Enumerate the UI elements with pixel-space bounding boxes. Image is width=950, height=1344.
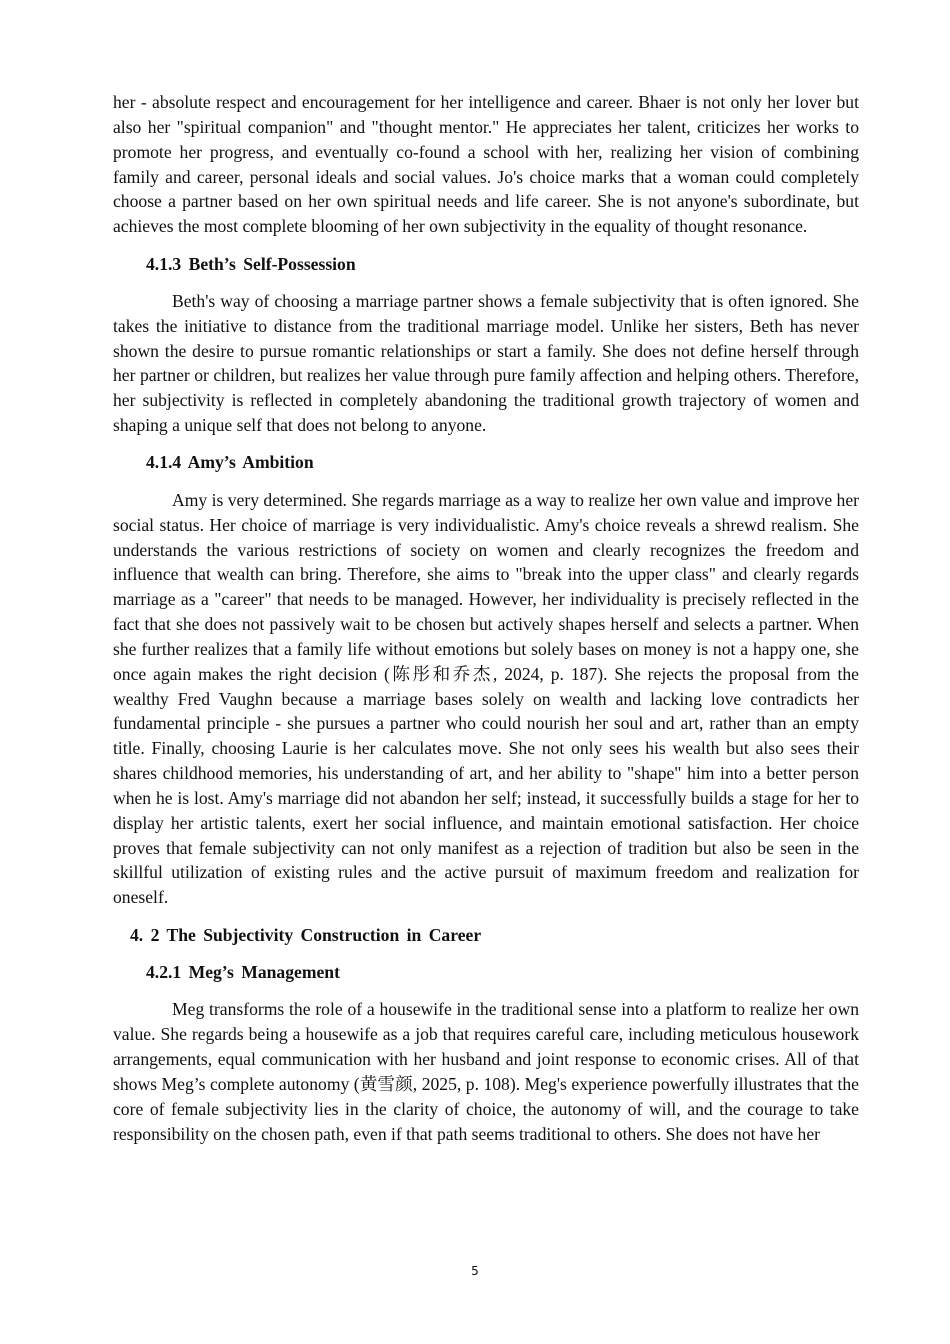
section-heading-4-2: 4. 2 The Subjectivity Construction in Career xyxy=(130,924,482,945)
document-page xyxy=(113,90,859,1146)
page-number: 5 xyxy=(471,1264,479,1278)
paragraph-jo-bhaer: her - absolute respect and encouragement for her intelligence and career. Bhaer is not only her lover but also her "spiritual companion" and "thought mentor." He appreciates her talent, criticizes her works to promote her progress, and eventually co-found a school with her, realizing her vision of combining family and career, personal ideals and social values. Jo's choice marks that a woman could completely choose a partner based on her own spiritual needs and life career. She is not anyone's subordinate, but achieves the most complete blooming of her own subjectivity in the equality of thought resonance. xyxy=(113,92,859,237)
section-heading-4-1-4: 4.1.4 Amy’s Ambition xyxy=(146,452,314,473)
paragraph-meg: Meg transforms the role of a housewife in the traditional sense into a platform to realize her own value. She regards being a housewife as a job that requires careful care, including meticulous housework arrangements, equal communication with her husband and joint response to economic crises. All of that shows Meg’s complete autonomy (黄雪颜, 2025, p. 108). Meg's experience powerfully illustrates that the core of female subjectivity lies in the clarity of choice, the autonomy of will, and the courage to take responsibility on the chosen path, even if that path seems traditional to others. She does not have her xyxy=(113,999,859,1144)
paragraph-amy: Amy is very determined. She regards marriage as a way to realize her own value and improve her social status. Her choice of marriage is very individualistic. Amy's choice reveals a shrewd realism. She understands the various restrictions of society on women and clearly recognizes the freedom and influence that wealth can bring. Therefore, she aims to "break into the upper class" and clearly regards marriage as a "career" that needs to be managed. However, her individuality is precisely reflected in the fact that she does not passively wait to be chosen but actively shapes herself and selects a partner. When she further realizes that a family life without emotions but solely bases on money is not a happy one, she once again makes the right decision (陈彤和乔杰, 2024, p. 187). She rejects the proposal from the wealthy Fred Vaughn because a marriage bases solely on wealth and lacking love contradicts her fundamental principle - she pursues a partner who could nourish her soul and art, rather than an empty title. Finally, choosing Laurie is her calculates move. She not only sees his wealth but also sees their shares childhood memories, his understanding of art, and her ability to "shape" him into a better person when he is lost. Amy's marriage did not abandon her self; instead, it successfully builds a stage for her to display her artistic talents, exert her social influence, and maintain emotional satisfaction. Her choice proves that female subjectivity can not only manifest as a rejection of tradition but also be seen in the skillful utilization of existing rules and the active pursuit of maximum freedom and realization for oneself. xyxy=(113,489,859,908)
section-heading-4-2-1: 4.2.1 Meg’s Management xyxy=(146,962,340,982)
section-heading-4-1-3: 4.1.3 Beth’s Self-Possession xyxy=(146,253,356,274)
paragraph-beth: Beth's way of choosing a marriage partner shows a female subjectivity that is often ignored. She takes the initiative to distance from the traditional marriage model. Unlike her sisters, Beth has never shown the desire to pursue romantic relationships or start a family. She does not define herself through her partner or children, but realizes her value through pure family affection and helping others. Therefore, her subjectivity is reflected in completely abandoning the traditional growth trajectory of women and shaping a unique self that does not belong to anyone. xyxy=(113,290,859,436)
